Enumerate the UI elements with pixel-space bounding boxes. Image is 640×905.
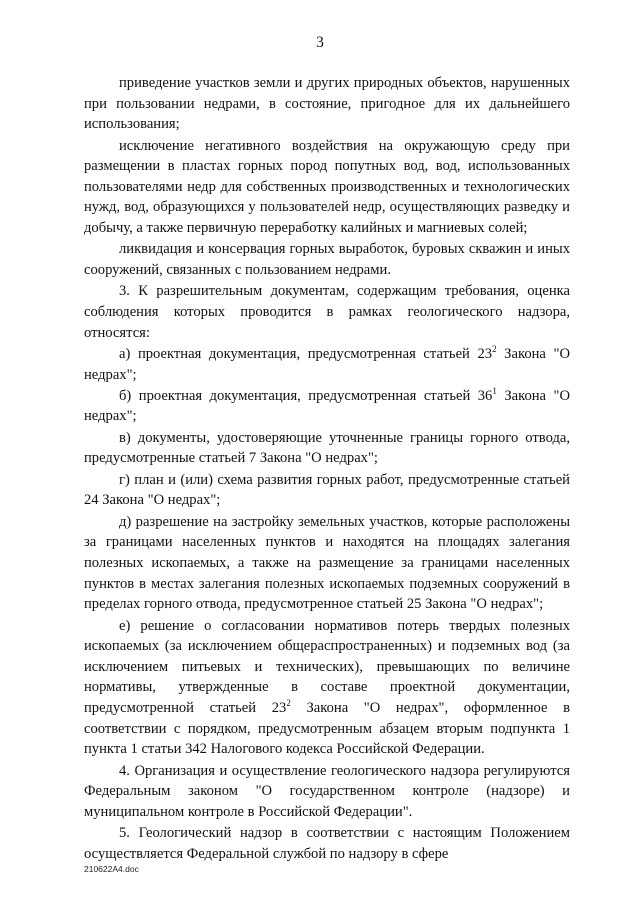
paragraph-restoration: приведение участков земли и других природных объектов, нарушенных при пользовании недрами, в состояние, пригодное для их дальнейшего использования;: [84, 75, 570, 133]
footnote-superscript: 2: [286, 698, 291, 709]
paragraph-3g: г) план и (или) схема развития горных работ, предусмотренные статьей 24 Закона "О недрах";: [84, 471, 570, 509]
footnote-superscript: 2: [492, 344, 497, 355]
document-body: [84, 73, 570, 864]
footnote-superscript: 1: [492, 386, 497, 397]
paragraph-4: 4. Организация и осуществление геологического надзора регулируются Федеральным законом "О государственном контроле (надзоре) и муниципальном контроле в Российской Федерации".: [84, 762, 570, 820]
paragraph-3d: д) разрешение на застройку земельных участков, которые расположены за границами населенных пунктов и находятся на площадях залегания полезных ископаемых, а также на размещение за границами населенных пунктов в местах залегания полезных ископаемых подземных сооружений в пределах горного отвода, предусмотренное статьей 25 Закона "О недрах";: [84, 513, 570, 613]
paragraph-3v: в) документы, удостоверяющие уточненные границы горного отвода, предусмотренные статьей 7 Закона "О недрах";: [84, 429, 570, 467]
paragraph-3e: е) решение о согласовании нормативов потерь твердых полезных ископаемых (за исключением общераспространенных) и подземных вод (за исключением питьевых и технических), превышающих по величине нормативы, утвержденные в составе проектной документации, предусмотренной статьей $23^2$ Закона "О недрах", оформленное в соответствии с порядком, предусмотренным абзацем вторым подпункта 1 пункта 1 статьи 342 Налогового кодекса Российской Федерации.: [84, 617, 570, 758]
paragraph-3-permits: 3. К разрешительным документам, содержащим требования, оценка соблюдения которых проводится в рамках геологического надзора, относятся:: [84, 283, 570, 341]
paragraph-3b: б) проектная документация, предусмотренная статьей $36^1$ Закона "О недрах";: [84, 386, 571, 425]
page-number: 3: [316, 34, 324, 51]
paragraph-liquidation: ликвидация и консервация горных выработок, буровых скважин и иных сооружений, связанных с пользованием недрами.: [84, 241, 570, 278]
paragraph-5: 5. Геологический надзор в соответствии с настоящим Положением осуществляется Федеральной службой по надзору в сфере: [84, 825, 570, 862]
paragraph-negative-impact: исключение негативного воздействия на окружающую среду при размещении в пластах горных пород попутных вод, вод, использованных пользователями недр для собственных производственных и технологических нужд, вод, образующихся у пользователей недр, осуществляющих разведку и добычу, а также первичную переработку калийных и магниевых солей;: [84, 137, 570, 236]
file-name-footer: 210622A4.doc: [84, 864, 139, 874]
paragraph-3a: а) проектная документация, предусмотренная статьей $23^2$ Закона "О недрах";: [84, 344, 571, 383]
